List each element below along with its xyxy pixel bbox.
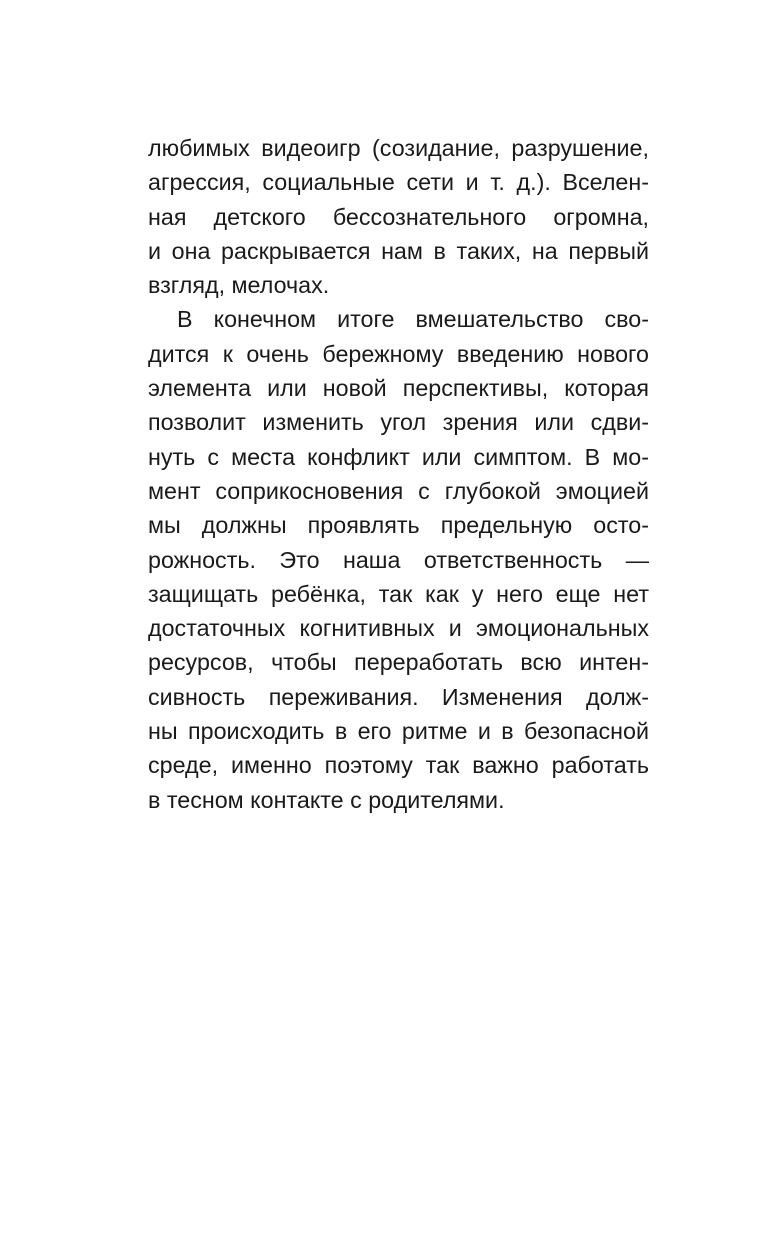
text-line: дится к очень бережному введению нового	[148, 340, 649, 367]
text-line: достаточных когнитивных и эмоциональных	[148, 615, 649, 642]
text-line: в тесном контакте с родителями.	[148, 786, 505, 813]
paragraph-2	[148, 302, 649, 816]
text-line: элемента или новой перспективы, которая	[148, 375, 649, 402]
text-line: мент соприкосновения с глубокой эмоцией	[148, 477, 649, 504]
text-line: взгляд, мелочах.	[148, 272, 330, 299]
text-line: ресурсов, чтобы переработать всю интен-	[148, 649, 649, 676]
paragraph-1	[148, 131, 649, 302]
text-line: мы должны проявлять предельную осто-	[148, 512, 649, 539]
text-line: среде, именно поэтому так важно работать	[148, 752, 649, 779]
text-line: и она раскрывается нам в таких, на первый	[148, 237, 649, 264]
text-line: позволит изменить угол зрения или сдви-	[148, 409, 649, 436]
text-line: рожность. Это наша ответственность —	[148, 546, 649, 573]
text-line: сивность переживания. Изменения долж-	[148, 683, 649, 710]
body-text	[148, 131, 649, 817]
text-line: агрессия, социальные сети и т. д.). Вселен-	[148, 169, 649, 196]
text-line: защищать ребёнка, так как у него еще нет	[148, 580, 649, 607]
text-line: В конечном итоге вмешательство сво-	[177, 306, 649, 333]
text-line: любимых видеоигр (созидание, разрушение,	[148, 135, 649, 161]
text-line: ная детского бессознательного огромна,	[148, 203, 649, 230]
text-line: нуть с места конфликт или симптом. В мо-	[148, 443, 649, 470]
text-line: ны происходить в его ритме и в безопасной	[148, 718, 649, 745]
